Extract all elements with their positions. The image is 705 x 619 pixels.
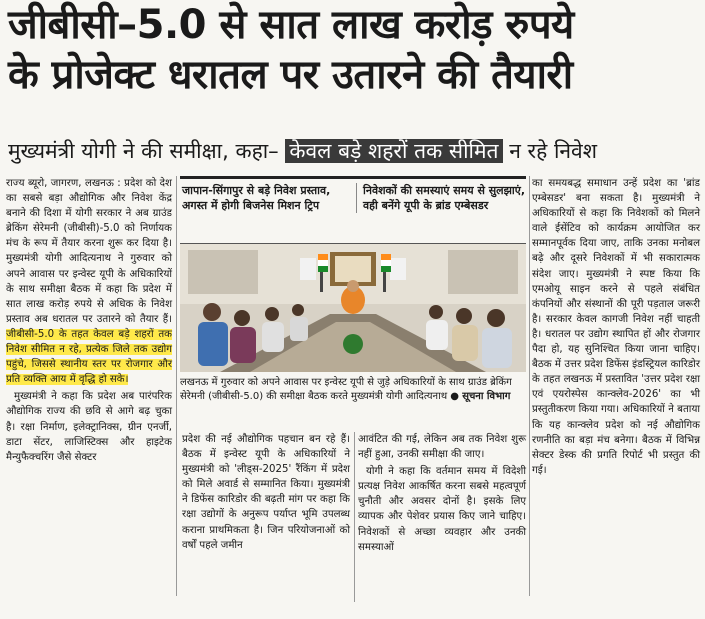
meeting-photo-illustration bbox=[180, 244, 526, 372]
subheadline-suffix: न रहे निवेश bbox=[509, 139, 597, 163]
photo-credit: सूचना विभाग bbox=[462, 390, 511, 402]
sidebar-item-investor-problems: निवेशकों की समस्याएं समय से सुलझाएं, वही बनेंगे यूपी के ब्रांड एम्बेसडर bbox=[356, 183, 527, 213]
col3-paragraph-1: आवंटित की गई, लेकिन अब तक निवेश शुरू नहीं हुआ, उनकी समीक्षा की जाए। bbox=[358, 434, 526, 461]
col1-paragraph-2: मुख्यमंत्री ने कहा कि प्रदेश अब पारंपरिक औद्योगिक राज्य की छवि से आगे बढ़ चुका है। रक्षा निर्माण, इलेक्ट्रानिक्स, ग्रीन एनर्जी, डाटा सेंटर, लाजिस्टिक्स और हाइटेक मैन्युफैक्चरिंग जैसे सेक्टर bbox=[6, 391, 172, 463]
subheadline-prefix: मुख्यमंत्री योगी ने की समीक्षा, कहा– bbox=[8, 139, 279, 163]
col1-highlight: जीबीसी-5.0 के तहत केवल बड़े शहरों तक निवेश सीमित न रहे, प्रत्येक जिले तक उद्योग पहुंचे, जिससे स्थानीय स्तर पर रोजगार और प्रति व्यक्ति आय में वृद्धि हो सके। bbox=[6, 328, 172, 386]
photo-caption bbox=[180, 376, 526, 403]
article-column-1 bbox=[6, 176, 172, 467]
col1-lead-text: राज्य ब्यूरो, जागरण, लखनऊ : प्रदेश को देश का सबसे बड़ा औद्योगिक और निवेश केंद्र बनाने की दिशा में योगी सरकार ने अब ग्राउंड ब्रेकिंग सेरेमनी (जीबीसी)-5.0 को निर्णायक मंच के रूप में तैयार करना शुरू कर दिया है। मुख्यमंत्री योगी आदित्यनाथ ने गुरुवार को अपने आवास पर इन्वेस्ट यूपी के अधिकारियों के साथ समीक्षा बैठक में कहा कि प्रदेश में सात लाख करोड़ रुपये से अधिक के निवेश प्रस्ताव अब धरातल पर उतारने को तैयार हैं। bbox=[6, 178, 172, 325]
photo-caption-text: लखनऊ में गुरुवार को अपने आवास पर इन्वेस्ट यूपी से जुड़े अधिकारियों के साथ ग्राउंड ब्रेकिंग सेरेमनी (जीबीसी-5.0) की समीक्षा बैठक करते मुख्यमंत्री योगी आदित्यनाथ bbox=[180, 377, 512, 402]
sidebar-highlights bbox=[180, 176, 526, 244]
sidebar-item-japan-singapore: जापान-सिंगापुर से बड़े निवेश प्रस्ताव, अगस्त में होगी बिजनेस मिशन ट्रिप bbox=[182, 184, 331, 212]
article-column-2 bbox=[182, 432, 350, 555]
column-divider bbox=[529, 176, 530, 596]
article-column-4 bbox=[532, 176, 700, 480]
column-divider bbox=[354, 432, 355, 602]
headline-line-2: के प्रोजेक्ट धरातल पर उतारने की तैयारी bbox=[8, 52, 573, 98]
article-column-3 bbox=[358, 432, 526, 557]
col2-paragraph-1: प्रदेश की नई औद्योगिक पहचान बन रहे हैं। बैठक में इन्वेस्ट यूपी के अधिकारियों ने मुख्यमंत्री को 'लीड्स-2025' रैंकिंग में प्रदेश को मिले अवार्ड से सम्मानित किया। मुख्यमंत्री ने डिफेंस कारिडोर की बढ़ती मांग पर कहा कि रक्षा उद्योगों के अनुरूप पर्याप्त भूमि उपलब्ध कराना प्राथमिकता है। जिन परियोजनाओं को वर्षों पहले जमीन bbox=[182, 434, 350, 551]
camera-icon: ● bbox=[450, 390, 463, 402]
headline-line-1: जीबीसी–5.0 से सात लाख करोड़ रुपये bbox=[8, 2, 574, 48]
meeting-photo bbox=[180, 244, 526, 372]
column-divider bbox=[176, 176, 177, 596]
col3-paragraph-2: योगी ने कहा कि वर्तमान समय में विदेशी प्रत्यक्ष निवेश आकर्षित करना सबसे महत्वपूर्ण चुनौती और अवसर दोनों है। इसके लिए व्यापक और पेशेवर प्रयास किए जाने चाहिए। निवेशकों से अच्छा व्यवहार और उनकी समस्याओं bbox=[358, 466, 526, 553]
subheadline bbox=[8, 134, 698, 168]
col1-paragraph-1 bbox=[6, 176, 172, 387]
subheadline-highlight: केवल बड़े शहरों तक सीमित bbox=[285, 139, 502, 163]
col4-paragraph-1: का समयबद्ध समाधान उन्हें प्रदेश का 'ब्रांड एम्बेसडर' बना सकता है। मुख्यमंत्री ने अधिकारियों से कहा कि निवेशकों को मिलने वाले ईसेंटिव को कार्यक्रम आयोजित कर सम्मानपूर्वक दिया जाए, ताकि उनका मनोबल बढ़े और दूसरे निवेशकों में भी सकारात्मक संदेश जाए। मुख्यमंत्री ने स्पष्ट किया कि एमओयू साइन करने से पहले संबंधित कंपनियों और संस्थानों की पूरी पड़ताल जरूरी है। सरकार केवल कागजी निवेश नहीं चाहती है। धरातल पर उद्योग स्थापित हों और रोजगार पैदा हो, यह सुनिश्चित किया जाना चाहिए। बैठक में उत्तर प्रदेश डिफेंस इंडस्ट्रियल कारिडोर के तहत लखनऊ में प्रस्तावित 'उत्तर प्रदेश रक्षा एवं एयरोस्पेस कान्क्लेव-2026' का भी प्रस्तुतीकरण किया गया। अधिकारियों ने बताया कि यह कान्क्लेव प्रदेश को नई औद्योगिक रणनीति का बड़ा मंच बनेगा। बैठक में विभिन्न सेक्टर डेस्क की प्रगति रिपोर्ट भी प्रस्तुत की गई। bbox=[532, 178, 700, 476]
